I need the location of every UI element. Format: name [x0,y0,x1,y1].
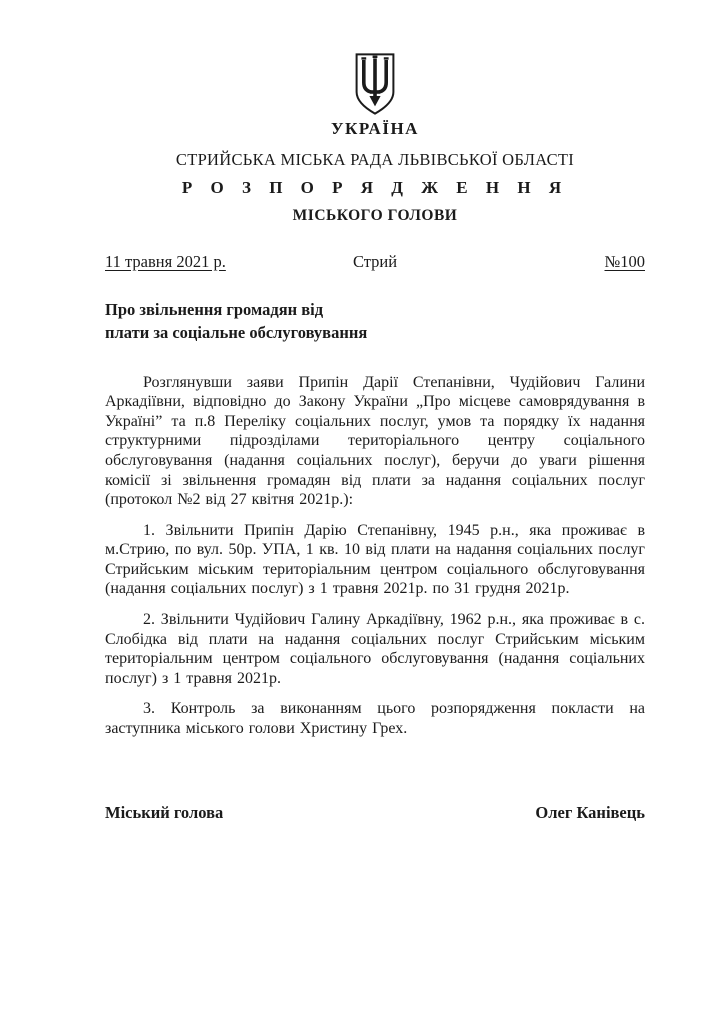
document-author-title: МІСЬКОГО ГОЛОВИ [292,207,458,224]
order-item-3: 3. Контроль за виконанням цього розпорядження покласти на заступника міського голови Христину Грех. [105,700,645,738]
document-place: Стрий [352,252,398,271]
subject-line-1: Про звільнення громадян від [105,300,324,319]
document-subject [105,299,645,345]
signature-row [105,803,645,823]
signer-name: Олег Канівець [535,802,645,822]
country-label: УКРАЇНА [331,119,419,138]
document-date: 11 травня 2021 р. [105,252,226,271]
document-number: №100 [604,252,645,271]
document-body [105,373,645,739]
national-emblem [105,52,645,139]
order-item-2: 2. Звільнити Чудійович Галину Аркадіївну, 1962 р.н., яка проживає в с. Слобідка від плати на надання соціальних послуг Стрийським міським територіальним центром соціального обслуговування (надання соціальних послуг) з 1 травня 2021р. [105,611,645,687]
order-item-1: 1. Звільнити Припін Дарію Степанівну, 1945 р.н., яка проживає в м.Стрию, по вул. 50р. УПА, 1 кв. 10 від плати на надання соціальних послуг Стрийським міським територіальним центром соціального обслуговування (надання соціальних послуг) з 1 травня 2021р. по 31 грудня 2021р. [105,521,645,598]
document-meta-row [105,252,645,272]
subject-line-2: плати за соціальне обслуговування [105,322,368,342]
signer-position: Міський голова [105,802,224,822]
document-type-title: Р О З П О Р Я Д Ж Е Н Н Я [181,178,569,197]
intro-paragraph: Розглянувши заяви Припін Дарії Степанівни, Чудійович Галини Аркадіївни, відповідно до Закону України „Про місцеве самоврядування в Україні” та п.8 Переліку соціальних послуг, умов та порядку їх надання структурними підрозділами територіального центру соціального обслуговування (надання соціальних послуг), беручи до уваги рішення комісії зі звільнення громадян від плати за надання соціальних послуг (протокол №2 від 27 квітня 2021р.): [105,373,645,509]
organization-name: СТРИЙСЬКА МІСЬКА РАДА ЛЬВІВСЬКОЇ ОБЛАСТІ [175,150,575,169]
ukraine-trident-icon [351,52,399,116]
